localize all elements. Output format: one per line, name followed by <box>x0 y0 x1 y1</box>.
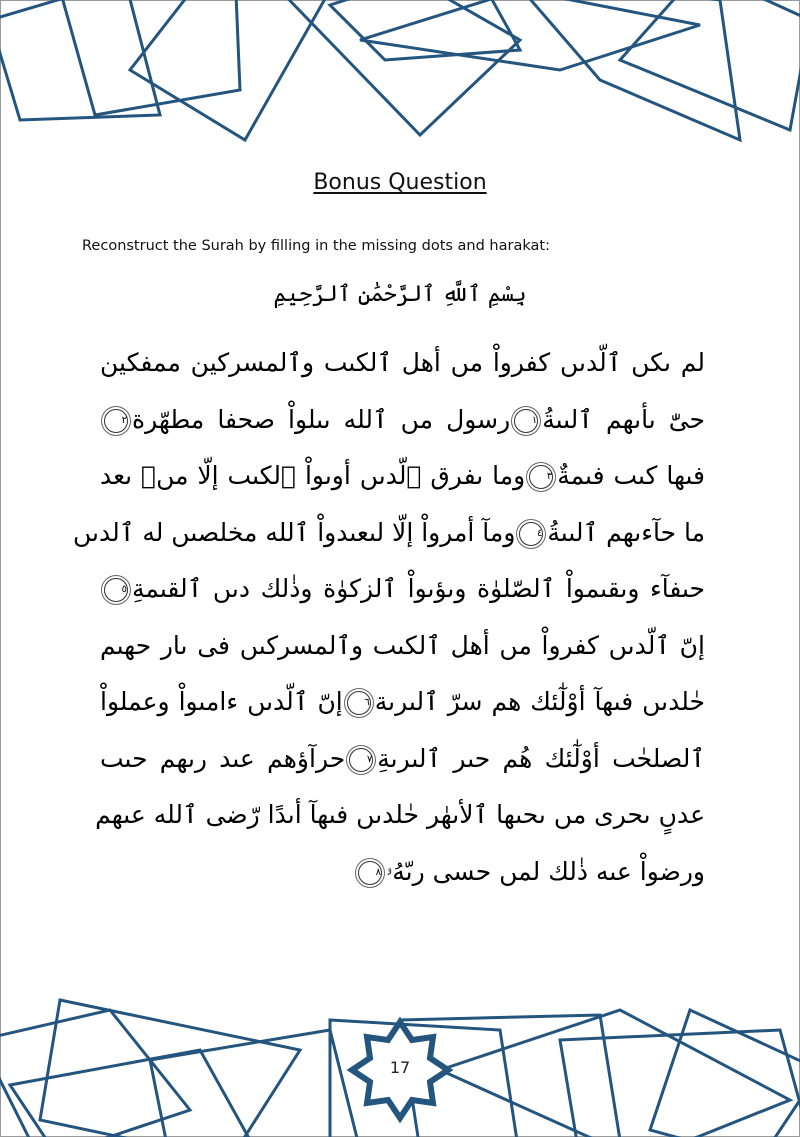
verse-text: حرآؤهم عىد رىهم حىٮ <box>100 743 346 773</box>
verse-text: وما ىفرق ٱلّدىں أوىواْ ٱلكٮٮ إلّا مںۢ ىعد <box>100 461 526 490</box>
verse-text: إںّ ٱلّدىں كفرواْ مں أهل ٱلكٮٮ وٱلمسركىں فى ىار حهىم <box>100 630 705 660</box>
verse-text: حىفآء وىقىمواْ ٱلصّلوٰة وىؤىواْ ٱلزكوٰة وذٰلك دىں ٱلقىمةِ <box>132 574 705 603</box>
ayah-marker: ٢ <box>104 409 128 433</box>
verse-line <box>100 844 705 901</box>
surah-text <box>73 335 706 900</box>
ayah-marker: ٨ <box>358 861 382 885</box>
verse-line <box>100 335 705 392</box>
verse-text: ومآ أمرواْ إلّا لىعىدواْ ٱلله مخلصىں له ٱلدىں <box>73 517 516 547</box>
verse-text: إںّ ٱلّدىں ءامىواْ وعملواْ <box>100 687 343 716</box>
basmala-calligraphy: بِسْمِ ٱللَّهِ ٱلرَّحْمَٰنِ ٱلرَّحِيمِ <box>273 282 527 307</box>
verse-text: حىّٰ ىأىهم ٱلىىةُ <box>542 404 705 434</box>
verse-line <box>100 618 705 675</box>
ayah-marker: ٦ <box>347 691 371 715</box>
verse-line <box>100 561 705 618</box>
verse-text: حٰلدىں فىهآ أوْلٰٓئك هم سرّ ٱلىرىة <box>374 687 705 716</box>
verse-line <box>100 731 705 788</box>
verse-line <box>73 505 705 562</box>
verse-text: ما حآءىهم ٱلىىةُ <box>547 517 705 547</box>
verse-line <box>100 674 705 731</box>
ayah-marker: ٧ <box>349 748 373 772</box>
ayah-marker: ١ <box>514 409 538 433</box>
ayah-marker: ٥ <box>104 578 128 602</box>
verse-text: ٱلصلحٰٮ أوْلٰٓئك هُم حىر ٱلىرىةِ <box>377 743 705 773</box>
verse-line <box>100 448 705 505</box>
verse-text: لم ىكں ٱلّدىں كفرواْ مں أهل ٱلكٮٮ وٱلمسركين ممفكين <box>100 348 705 377</box>
verse-line <box>95 787 705 844</box>
verse-text: رسول مں ٱلله ىىلواْ صحفا مطهّرة <box>132 404 511 434</box>
top-geometric-decoration <box>0 0 800 145</box>
verse-line <box>100 392 705 449</box>
page-title: Bonus Question <box>313 170 487 195</box>
verse-text: عدںٍ ىحرى مں ىحٮها ٱلأىهٰر حٰلدىں فىهآ أىدًا رّضى ٱلله عىهم <box>95 800 705 829</box>
ayah-marker: ٤ <box>519 522 543 546</box>
ayah-marker: ٣ <box>529 465 553 489</box>
page-number: 17 <box>389 1058 411 1077</box>
verse-text: ورضواْ عىه ذٰلك لمں حسى رىّهُۥ <box>385 856 705 886</box>
instruction-text: Reconstruct the Surah by filling in the missing dots and harakat: <box>82 238 550 254</box>
verse-text: فىها كىٮ فىمةٌ <box>557 461 706 490</box>
